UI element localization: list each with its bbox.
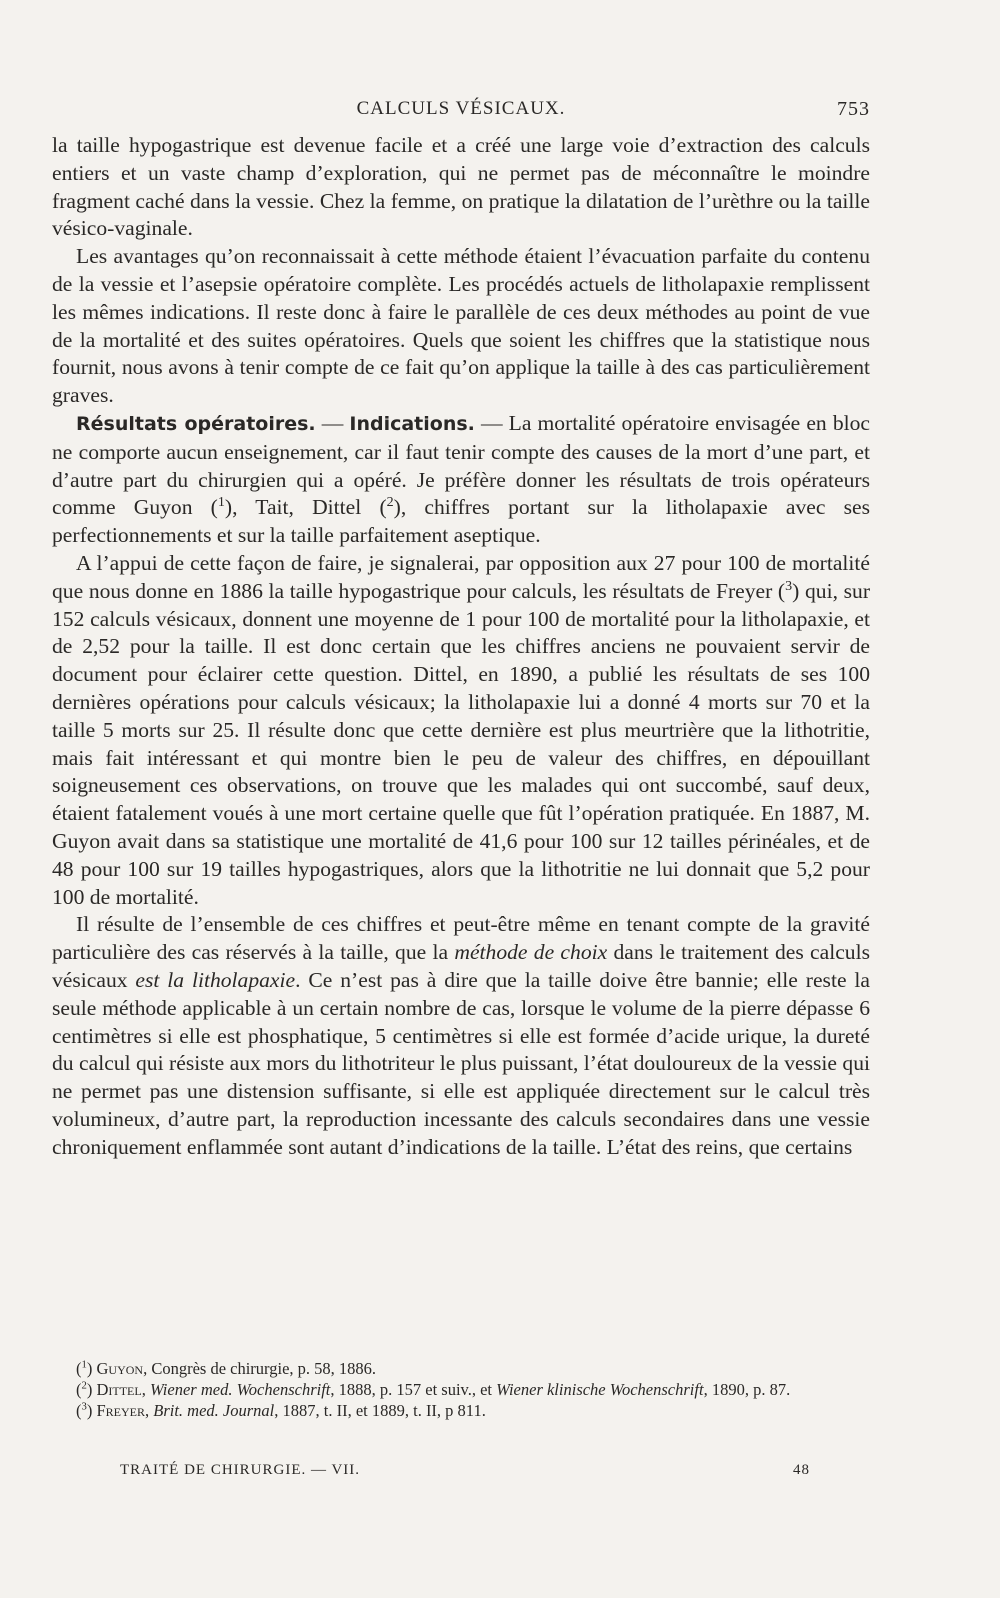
emphasis-method: méthode de choix [454,940,608,965]
book-signature: TRAITÉ DE CHIRURGIE. — VII. [120,1462,361,1478]
paragraph-5-text-a: Il résulte de l’ensemble de ces chiffres et peut-être même en tenant compte de la gravité particulière des cas réservés à la taille, que la [52,912,870,965]
paragraph-4 [52,550,870,911]
footnote-mark: 1 [81,1358,87,1371]
footnote-journal: Wiener med. Wochenschrift [149,1380,331,1399]
footnote-text: , 1890, p. 87. [703,1380,791,1399]
footnote-text: , [145,1401,154,1420]
section-heading-results: Résultats opératoires. [76,412,316,435]
footnote-author: Freyer [96,1401,145,1420]
footnote-2: ($^2$) Dittel, Wiener med. Wochenschrift, 1888, p. 157 et suiv., et Wiener klinische Wochenschrift, 1890, p. 87. [76,1379,791,1399]
footnote-journal: Brit. med. Journal [153,1401,275,1420]
footnote-journal: Wiener klinische Wochenschrift [496,1380,704,1399]
paragraph-5 [52,911,870,1161]
footnote-text: , [141,1380,150,1399]
body-text [52,132,870,1161]
signature-line [120,1462,810,1479]
footnote-text: , Congrès de chirurgie, p. 58, 1886. [143,1359,377,1378]
footnote-1: ($^1$) Guyon, Congrès de chirurgie, p. 58, 1886. [76,1358,377,1378]
paragraph-4-text-a: A l’appui de cette façon de faire, je signalerai, par opposition aux 27 pour 100 de mortalité que nous donne en 1886 la taille hypogastrique pour calculs, les résultats de Freyer ( [52,550,870,603]
footnote-author: Dittel [96,1380,142,1399]
heading-dash: — [315,410,350,435]
paragraph-5-text-b: dans le traitement des calculs vésicaux [52,940,870,992]
paragraph-3-text-b: ), Tait, Dittel ( [224,495,387,520]
paragraph-3-text-a: — La mortalité opératoire envisagée en bloc ne comporte aucun enseignement, car il faut tenir compte des causes de la mort d’une part, et d’autre part du chirurgien qui a opéré. Je préfère donner les résultats de trois opérateurs comme Guyon ( [52,410,870,520]
page-number: 753 [837,98,870,120]
footnote-mark: 3 [81,1400,87,1413]
footnote-author: Guyon [96,1359,144,1378]
footnote-ref-3: 3 [785,577,793,594]
emphasis-litholapaxie: est la litholapaxie [135,967,296,992]
sheet-number: 48 [793,1462,810,1478]
paragraph-3 [52,410,870,550]
footnote-mark: 2 [81,1379,87,1392]
paragraph-5-text-c: . Ce n’est pas à dire que la taille doive être bannie; elle reste la seule méthode applicable à un certain nombre de cas, lorsque le volume de la pierre dépasse 6 centimètres si elle est phosphatique, 5 centimètres si elle est formée d’acide urique, la dureté du calcul qui résiste aux mors du lithotriteur le plus puissant, l’état douloureux de la vessie qui ne permet pas une distension suffisante, si elle est appliquée directement sur le calcul très volumineux, d’autre part, la reproduction incessante des calculs secondaires dans une vessie chroniquement enflammée sont autant d’indications de la taille. L’état des reins, que certains [52,967,870,1159]
footnotes [52,1358,870,1421]
paragraph-1: la taille hypogastrique est devenue facile et a créé une large voie d’extraction des calculs entiers et un vaste champ d’exploration, qui ne permet pas de méconnaître le moindre fragment caché dans la vessie. Chez la femme, on pratique la dilatation de l’urèthre ou la taille vésico-vaginale. [52,133,870,241]
footnote-text: , 1887, t. II, et 1889, t. II, p 811. [274,1401,486,1420]
paragraph-2: Les avantages qu’on reconnaissait à cette méthode étaient l’évacuation parfaite du contenu de la vessie et l’asepsie opératoire complète. Les procédés actuels de litholapaxie remplissent les mêmes indications. Il reste donc à faire le parallèle de ces deux méthodes au point de vue de la mortalité et des suites opératoires. Quels que soient les chiffres que la statistique nous fournit, nous avons à tenir compte de ce fait qu’on applique la taille à des cas particulièrement graves. [52,244,870,408]
paragraph-4-text-b: ) qui, sur 152 calculs vésicaux, donnent une moyenne de 1 pour 100 de mortalité pour la litholapaxie, et de 2,52 pour la taille. Il est donc certain que les chiffres anciens ne pouvaient servir de document pour éclairer cette question. Dittel, en 1890, a publié les résultats de ses 100 dernières opérations pour calculs vésicaux; la litholapaxie lui a donné 4 morts sur 70 et la taille 5 morts sur 25. Il résulte donc que cette dernière est plus meurtrière que la lithotritie, mais fait intéressant et qui montre bien le peu de valeur des chiffres, en dépouillant soigneusement ces observations, on trouve que les malades qui ont succombé, sauf deux, étaient fatalement voués à une mort certaine quelle que fût l’opération pratiquée. En 1887, M. Guyon avait dans sa statistique une mortalité de 41,6 pour 100 sur 12 tailles périnéales, et de 48 pour 100 sur 19 tailles hypogastriques, alors que la lithotritie ne lui donnait que 5,2 pour 100 de mortalité. [52,578,871,909]
running-head [52,98,870,128]
footnote-ref-2: 2 [386,494,394,511]
section-heading-indications: Indications. [349,412,475,435]
footnote-text: , 1888, p. 157 et suiv., et [330,1380,497,1399]
footnote-ref-1: 1 [217,494,225,511]
paragraph-3-text-c: ), chiffres portant sur la litholapaxie avec ses perfectionnements et sur la taille parfaitement aseptique. [52,495,870,548]
footnote-3: ($^3$) Freyer, Brit. med. Journal, 1887, t. II, et 1889, t. II, p 811. [76,1400,486,1420]
running-title: CALCULS VÉSICAUX. [356,98,566,119]
